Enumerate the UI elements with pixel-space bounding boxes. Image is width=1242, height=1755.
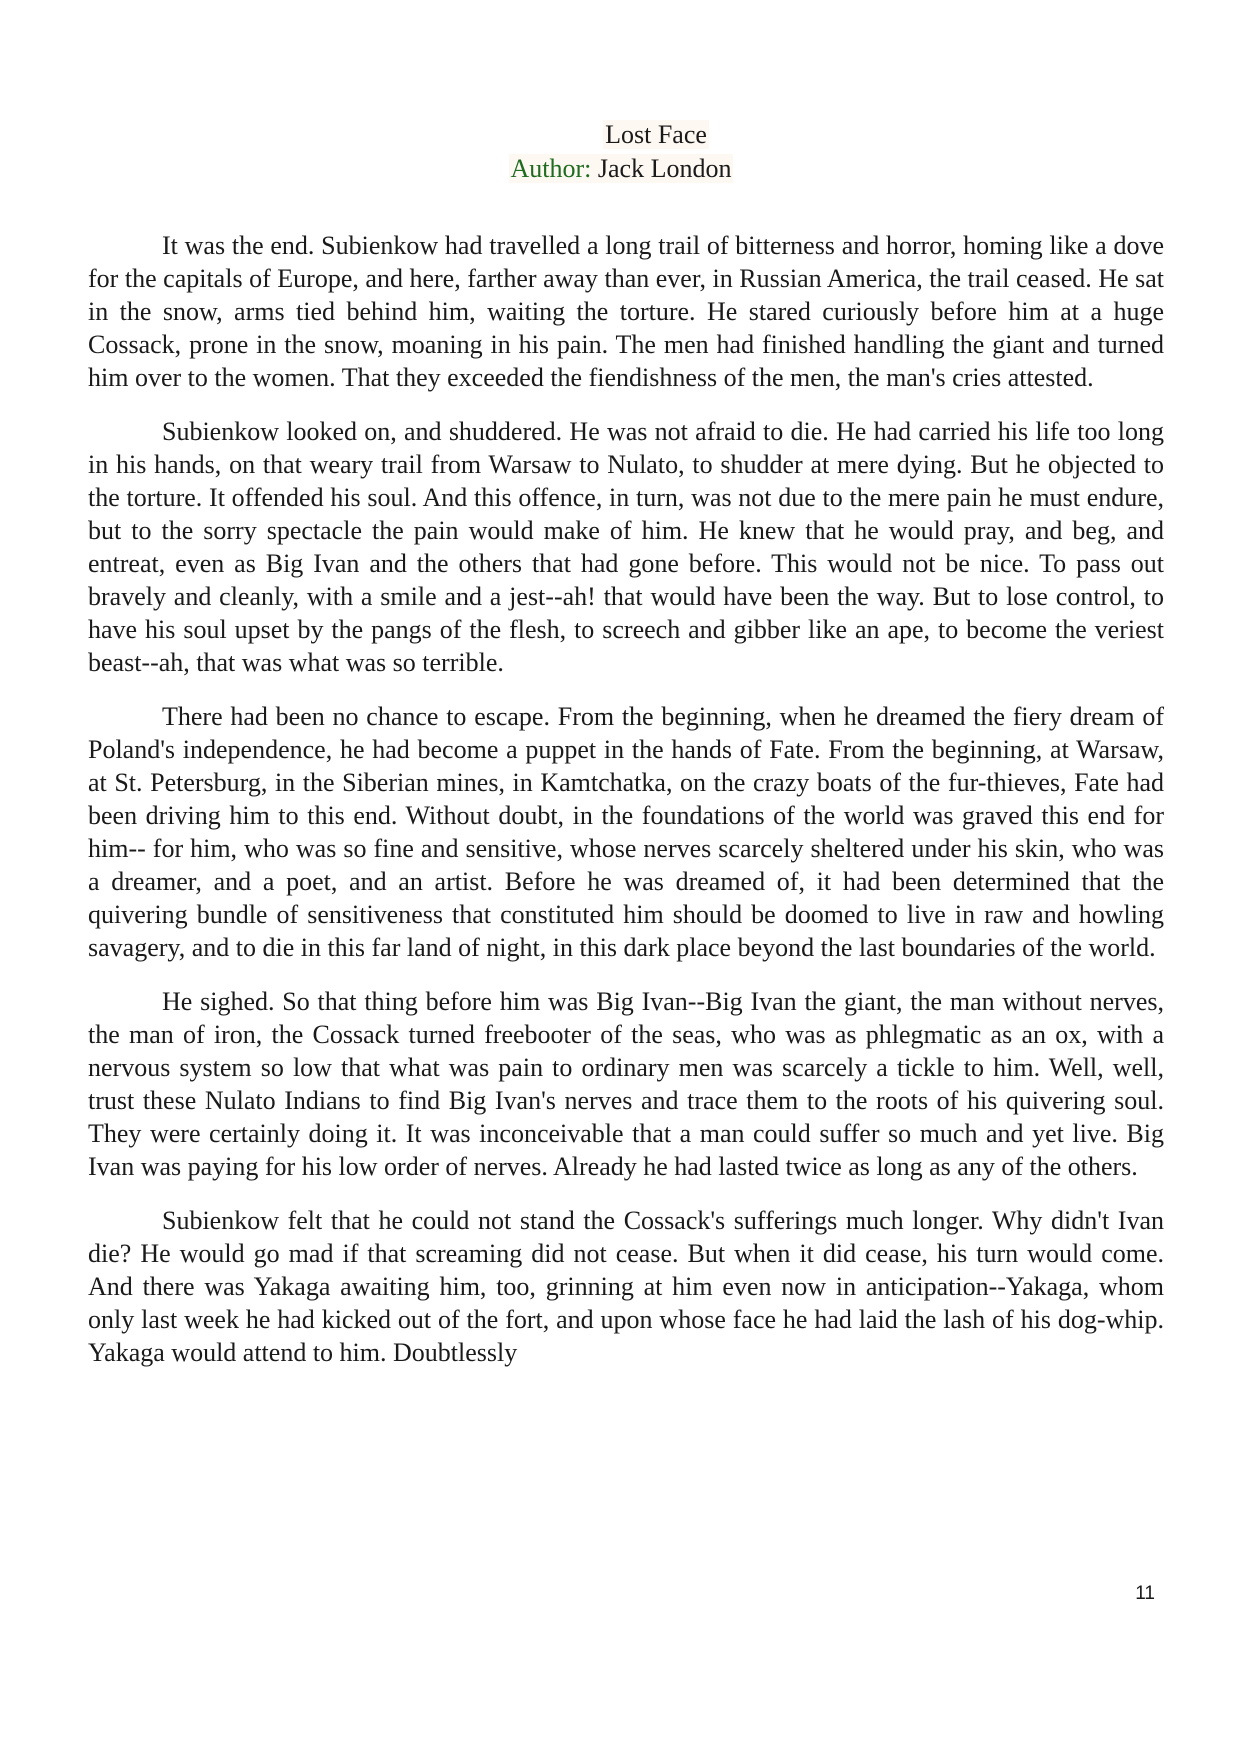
paragraph-2: Subienkow looked on, and shuddered. He was not afraid to die. He had carried his life too long in his hands, on that weary trail from Warsaw to Nulato, to shudder at mere dying. But he objected to the torture. It offended his soul. And this offence, in turn, was not due to the mere pain he must endure, but to the sorry spectacle the pain would make of him. He knew that he would pray, and beg, and entreat, even as Big Ivan and the others that had gone before. This would not be nice. To pass out bravely and cleanly, with a smile and a jest--ah! that would have been the way. But to lose control, to have his soul upset by the pangs of the flesh, to screech and gibber like an ape, to become the veriest beast--ah, that was what was so terrible.	[88, 417, 1164, 677]
author-label: Author:	[510, 154, 592, 183]
author-line	[0, 152, 1242, 186]
paragraph-1: It was the end. Subienkow had travelled a long trail of bitterness and horror, homing like a dove for the capitals of Europe, and here, farther away than ever, in Russian America, the trail ceased. He sat in the snow, arms tied behind him, waiting the torture. He stared curiously before him at a huge Cossack, prone in the snow, moaning in his pain. The men had finished handling the giant and turned him over to the women. That they exceeded the fiendishness of the men, the man's cries attested.	[88, 231, 1164, 392]
story-title: Lost Face	[605, 120, 707, 149]
paragraph-4: He sighed. So that thing before him was Big Ivan--Big Ivan the giant, the man without nerves, the man of iron, the Cossack turned freebooter of the seas, who was as phlegmatic as an ox, with a nervous system so low that what was pain to ordinary men was scarcely a tickle to him. Well, well, trust these Nulato Indians to find Big Ivan's nerves and trace them to the roots of his quivering soul. They were certainly doing it. It was inconceivable that a man could suffer so much and yet live. Big Ivan was paying for his low order of nerves. Already he had lasted twice as long as any of the others.	[88, 987, 1164, 1181]
story-body	[88, 229, 1164, 1390]
paragraph-3: There had been no chance to escape. From the beginning, when he dreamed the fiery dream of Poland's independence, he had become a puppet in the hands of Fate. From the beginning, at Warsaw, at St. Petersburg, in the Siberian mines, in Kamtchatka, on the crazy boats of the fur-thieves, Fate had been driving him to this end. Without doubt, in the foundations of the world was graved this end for him-- for him, who was so fine and sensitive, whose nerves scarcely sheltered under his skin, who was a dreamer, and a poet, and an artist. Before he was dreamed of, it had been determined that the quivering bundle of sensitiveness that constituted him should be doomed to live in raw and howling savagery, and to die in this far land of night, in this dark place beyond the last boundaries of the world.	[88, 702, 1164, 962]
paragraph-5: Subienkow felt that he could not stand the Cossack's sufferings much longer. Why didn't Ivan die? He would go mad if that screaming did not cease. But when it did cease, his turn would come. And there was Yakaga awaiting him, too, grinning at him even now in anticipation--Yakaga, whom only last week he had kicked out of the fort, and upon whose face he had laid the lash of his dog-whip. Yakaga would attend to him. Doubtlessly	[88, 1206, 1164, 1367]
author-name: Jack London	[597, 154, 732, 183]
page-number: 11	[1135, 1583, 1155, 1604]
title-block	[0, 118, 1242, 186]
